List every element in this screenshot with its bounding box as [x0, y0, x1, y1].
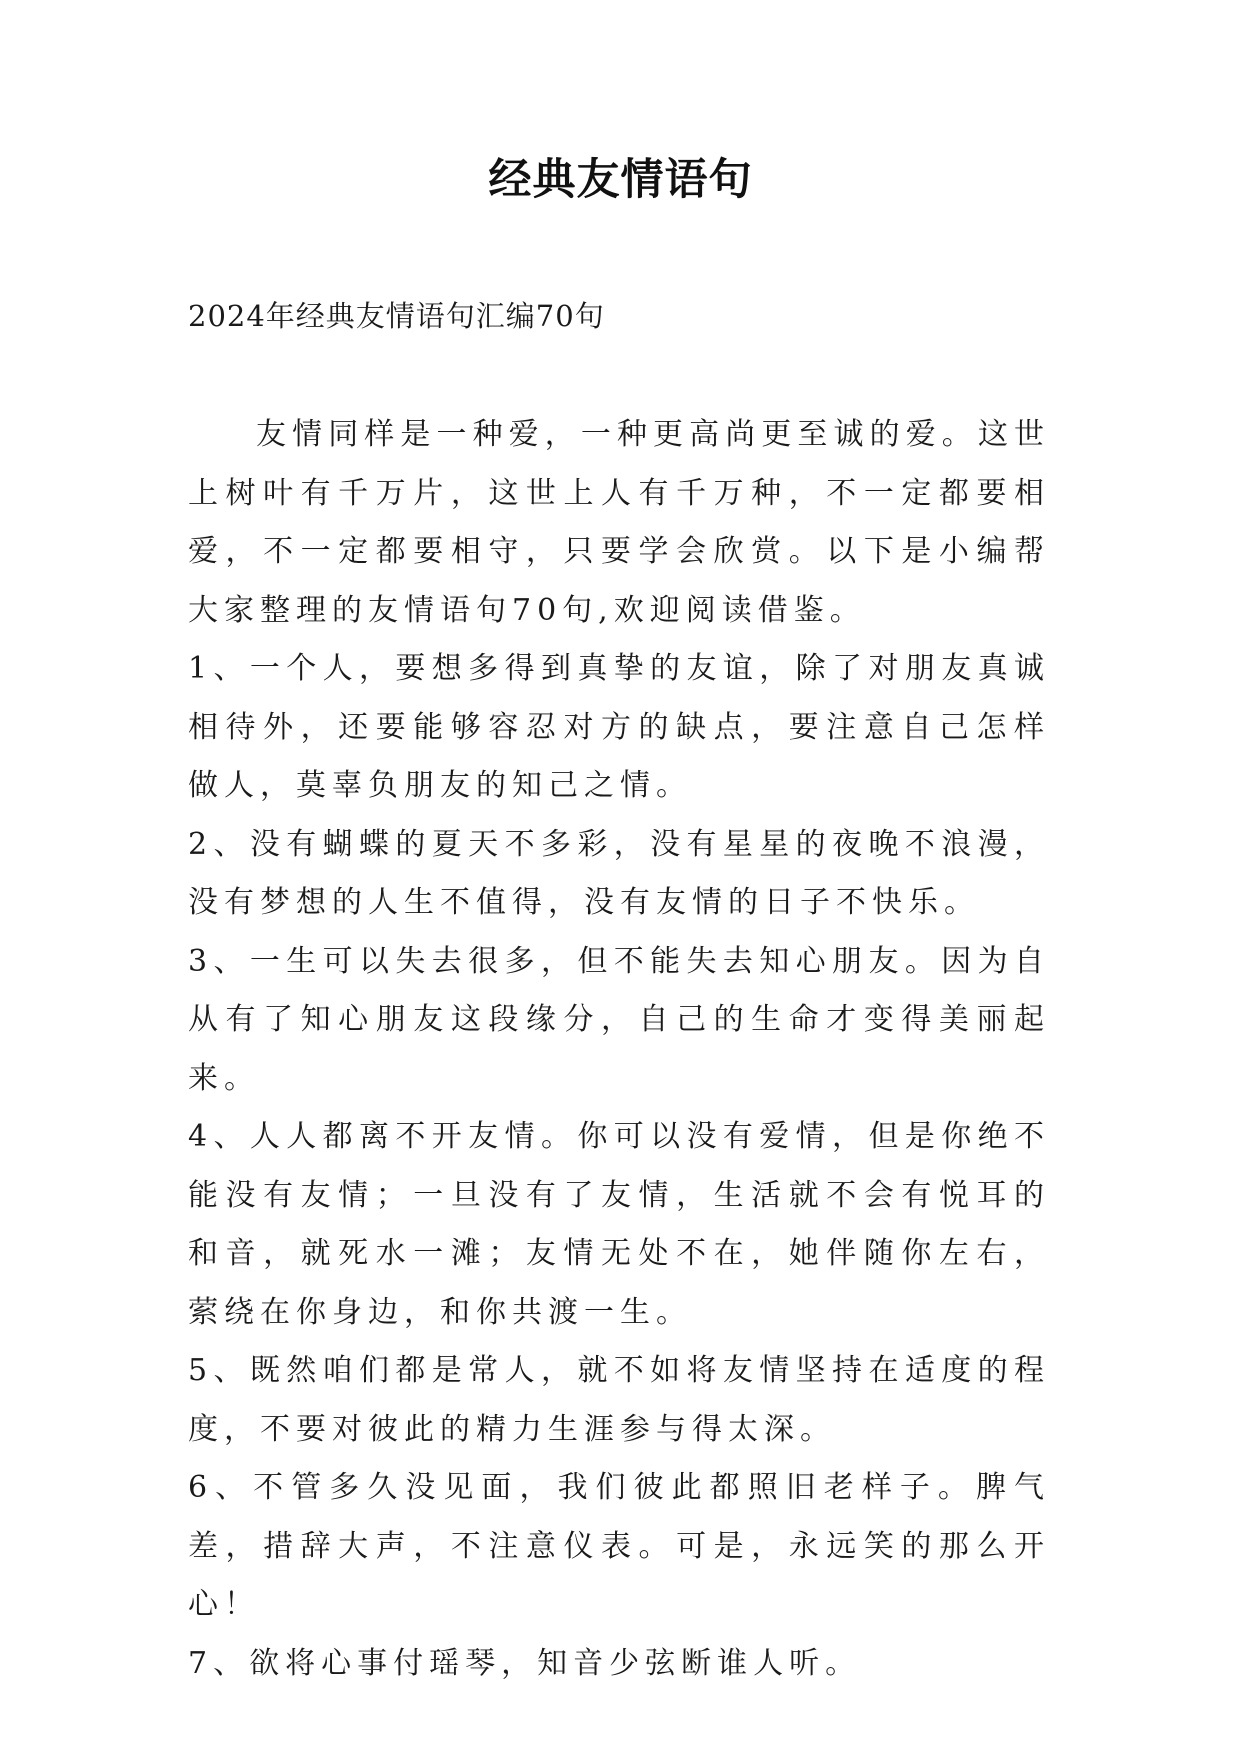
document-title: 经典友情语句	[488, 155, 753, 205]
document-body	[188, 406, 1050, 1693]
quote-item-4: 4、人人都离不开友情。你可以没有爱情，但是你绝不能没有友情；一旦没有了友情，生活就不会有悦耳的和音，就死水一滩；友情无处不在，她伴随你左右，萦绕在你身边，和你共渡一生。	[188, 1119, 1050, 1330]
intro-paragraph: 友情同样是一种爱，一种更高尚更至诚的爱。这世上树叶有千万片，这世上人有千万种，不一定都要相爱，不一定都要相守，只要学会欣赏。以下是小编帮大家整理的友情语句70句,欢迎阅读借鉴。	[188, 417, 1050, 628]
quote-item-2: 2、没有蝴蝶的夏天不多彩，没有星星的夜晚不浪漫，没有梦想的人生不值得，没有友情的日子不快乐。	[188, 826, 1050, 920]
quote-item-5: 5、既然咱们都是常人，就不如将友情坚持在适度的程度，不要对彼此的精力生涯参与得太深。	[188, 1353, 1050, 1447]
quote-item-1: 1、一个人，要想多得到真挚的友谊，除了对朋友真诚相待外，还要能够容忍对方的缺点，要注意自己怎样做人，莫辜负朋友的知己之情。	[188, 651, 1050, 803]
document-subtitle: 2024年经典友情语句汇编70句	[188, 299, 605, 333]
quote-item-3: 3、一生可以失去很多，但不能失去知心朋友。因为自从有了知心朋友这段缘分，自己的生命才变得美丽起来。	[188, 943, 1050, 1096]
quote-item-7: 7、欲将心事付瑶琴，知音少弦断谁人听。	[188, 1645, 862, 1681]
quote-item-6: 6、不管多久没见面，我们彼此都照旧老样子。脾气差，措辞大声，不注意仪表。可是，永远笑的那么开心！	[188, 1470, 1050, 1622]
